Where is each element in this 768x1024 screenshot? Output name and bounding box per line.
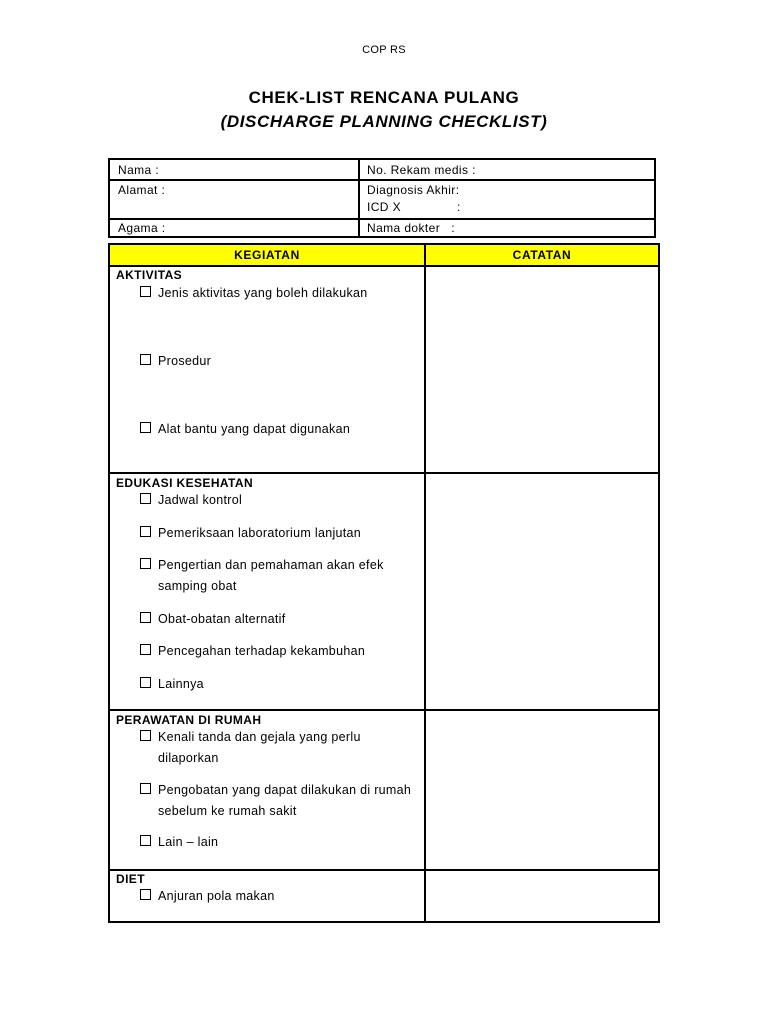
checklist-item[interactable]: Pemeriksaan laboratorium lanjutan — [140, 523, 412, 544]
patient-info-box — [108, 158, 656, 238]
checkbox[interactable] — [140, 612, 151, 623]
field-icd[interactable]: ICD X : — [367, 200, 461, 214]
info-column-divider — [358, 160, 360, 236]
section-title-aktivitas: AKTIVITAS — [116, 268, 183, 282]
field-alamat[interactable]: Alamat : — [118, 183, 166, 197]
column-header-catatan: CATATAN — [426, 245, 658, 267]
checklist-item[interactable]: Obat-obatan alternatif — [140, 609, 412, 630]
checkbox[interactable] — [140, 354, 151, 365]
checklist-item[interactable]: Prosedur — [140, 351, 412, 372]
info-row-divider — [110, 218, 654, 220]
field-dokter[interactable]: Nama dokter : — [367, 221, 456, 235]
section-title-edukasi: EDUKASI KESEHATAN — [116, 476, 254, 490]
checklist-item[interactable]: Anjuran pola makan — [140, 886, 412, 907]
field-diagnosis[interactable]: Diagnosis Akhir: — [367, 183, 460, 197]
checkbox[interactable] — [140, 558, 151, 569]
checkbox[interactable] — [140, 422, 151, 433]
checklist-item[interactable]: Pengobatan yang dapat dilakukan di rumah sebelum ke rumah sakit — [140, 780, 412, 822]
checklist-item[interactable]: Jadwal kontrol — [140, 490, 412, 511]
checklist-item[interactable]: Alat bantu yang dapat digunakan — [140, 419, 412, 440]
checklist-item[interactable]: Pencegahan terhadap kekambuhan — [140, 641, 412, 662]
row-divider — [110, 869, 658, 871]
row-divider — [110, 472, 658, 474]
checklist-item[interactable]: Lain – lain — [140, 832, 412, 853]
field-agama[interactable]: Agama : — [118, 221, 166, 235]
checkbox[interactable] — [140, 526, 151, 537]
checklist-table — [108, 243, 660, 923]
checkbox[interactable] — [140, 783, 151, 794]
section-title-diet: DIET — [116, 872, 145, 886]
page-title: CHEK-LIST RENCANA PULANG — [248, 88, 520, 107]
checklist-item[interactable]: Jenis aktivitas yang boleh dilakukan — [140, 283, 412, 304]
checkbox[interactable] — [140, 286, 151, 297]
field-rekam-medis[interactable]: No. Rekam medis : — [367, 163, 476, 177]
page-subtitle: (DISCHARGE PLANNING CHECKLIST) — [220, 112, 548, 131]
checkbox[interactable] — [140, 677, 151, 688]
column-header-kegiatan: KEGIATAN — [110, 245, 424, 267]
section-title-perawatan: PERAWATAN DI RUMAH — [116, 713, 262, 727]
checklist-item[interactable]: Kenali tanda dan gejala yang perlu dilaporkan — [140, 727, 412, 769]
checklist-item[interactable]: Lainnya — [140, 674, 412, 695]
field-nama[interactable]: Nama : — [118, 163, 160, 177]
checkbox[interactable] — [140, 730, 151, 741]
checkbox[interactable] — [140, 835, 151, 846]
table-column-divider — [424, 245, 426, 921]
cop-label: COP RS — [362, 44, 406, 56]
checkbox[interactable] — [140, 889, 151, 900]
checklist-item[interactable]: Pengertian dan pemahaman akan efek samping obat — [140, 555, 412, 597]
checkbox[interactable] — [140, 493, 151, 504]
info-row-divider — [110, 179, 654, 181]
checkbox[interactable] — [140, 644, 151, 655]
row-divider — [110, 709, 658, 711]
